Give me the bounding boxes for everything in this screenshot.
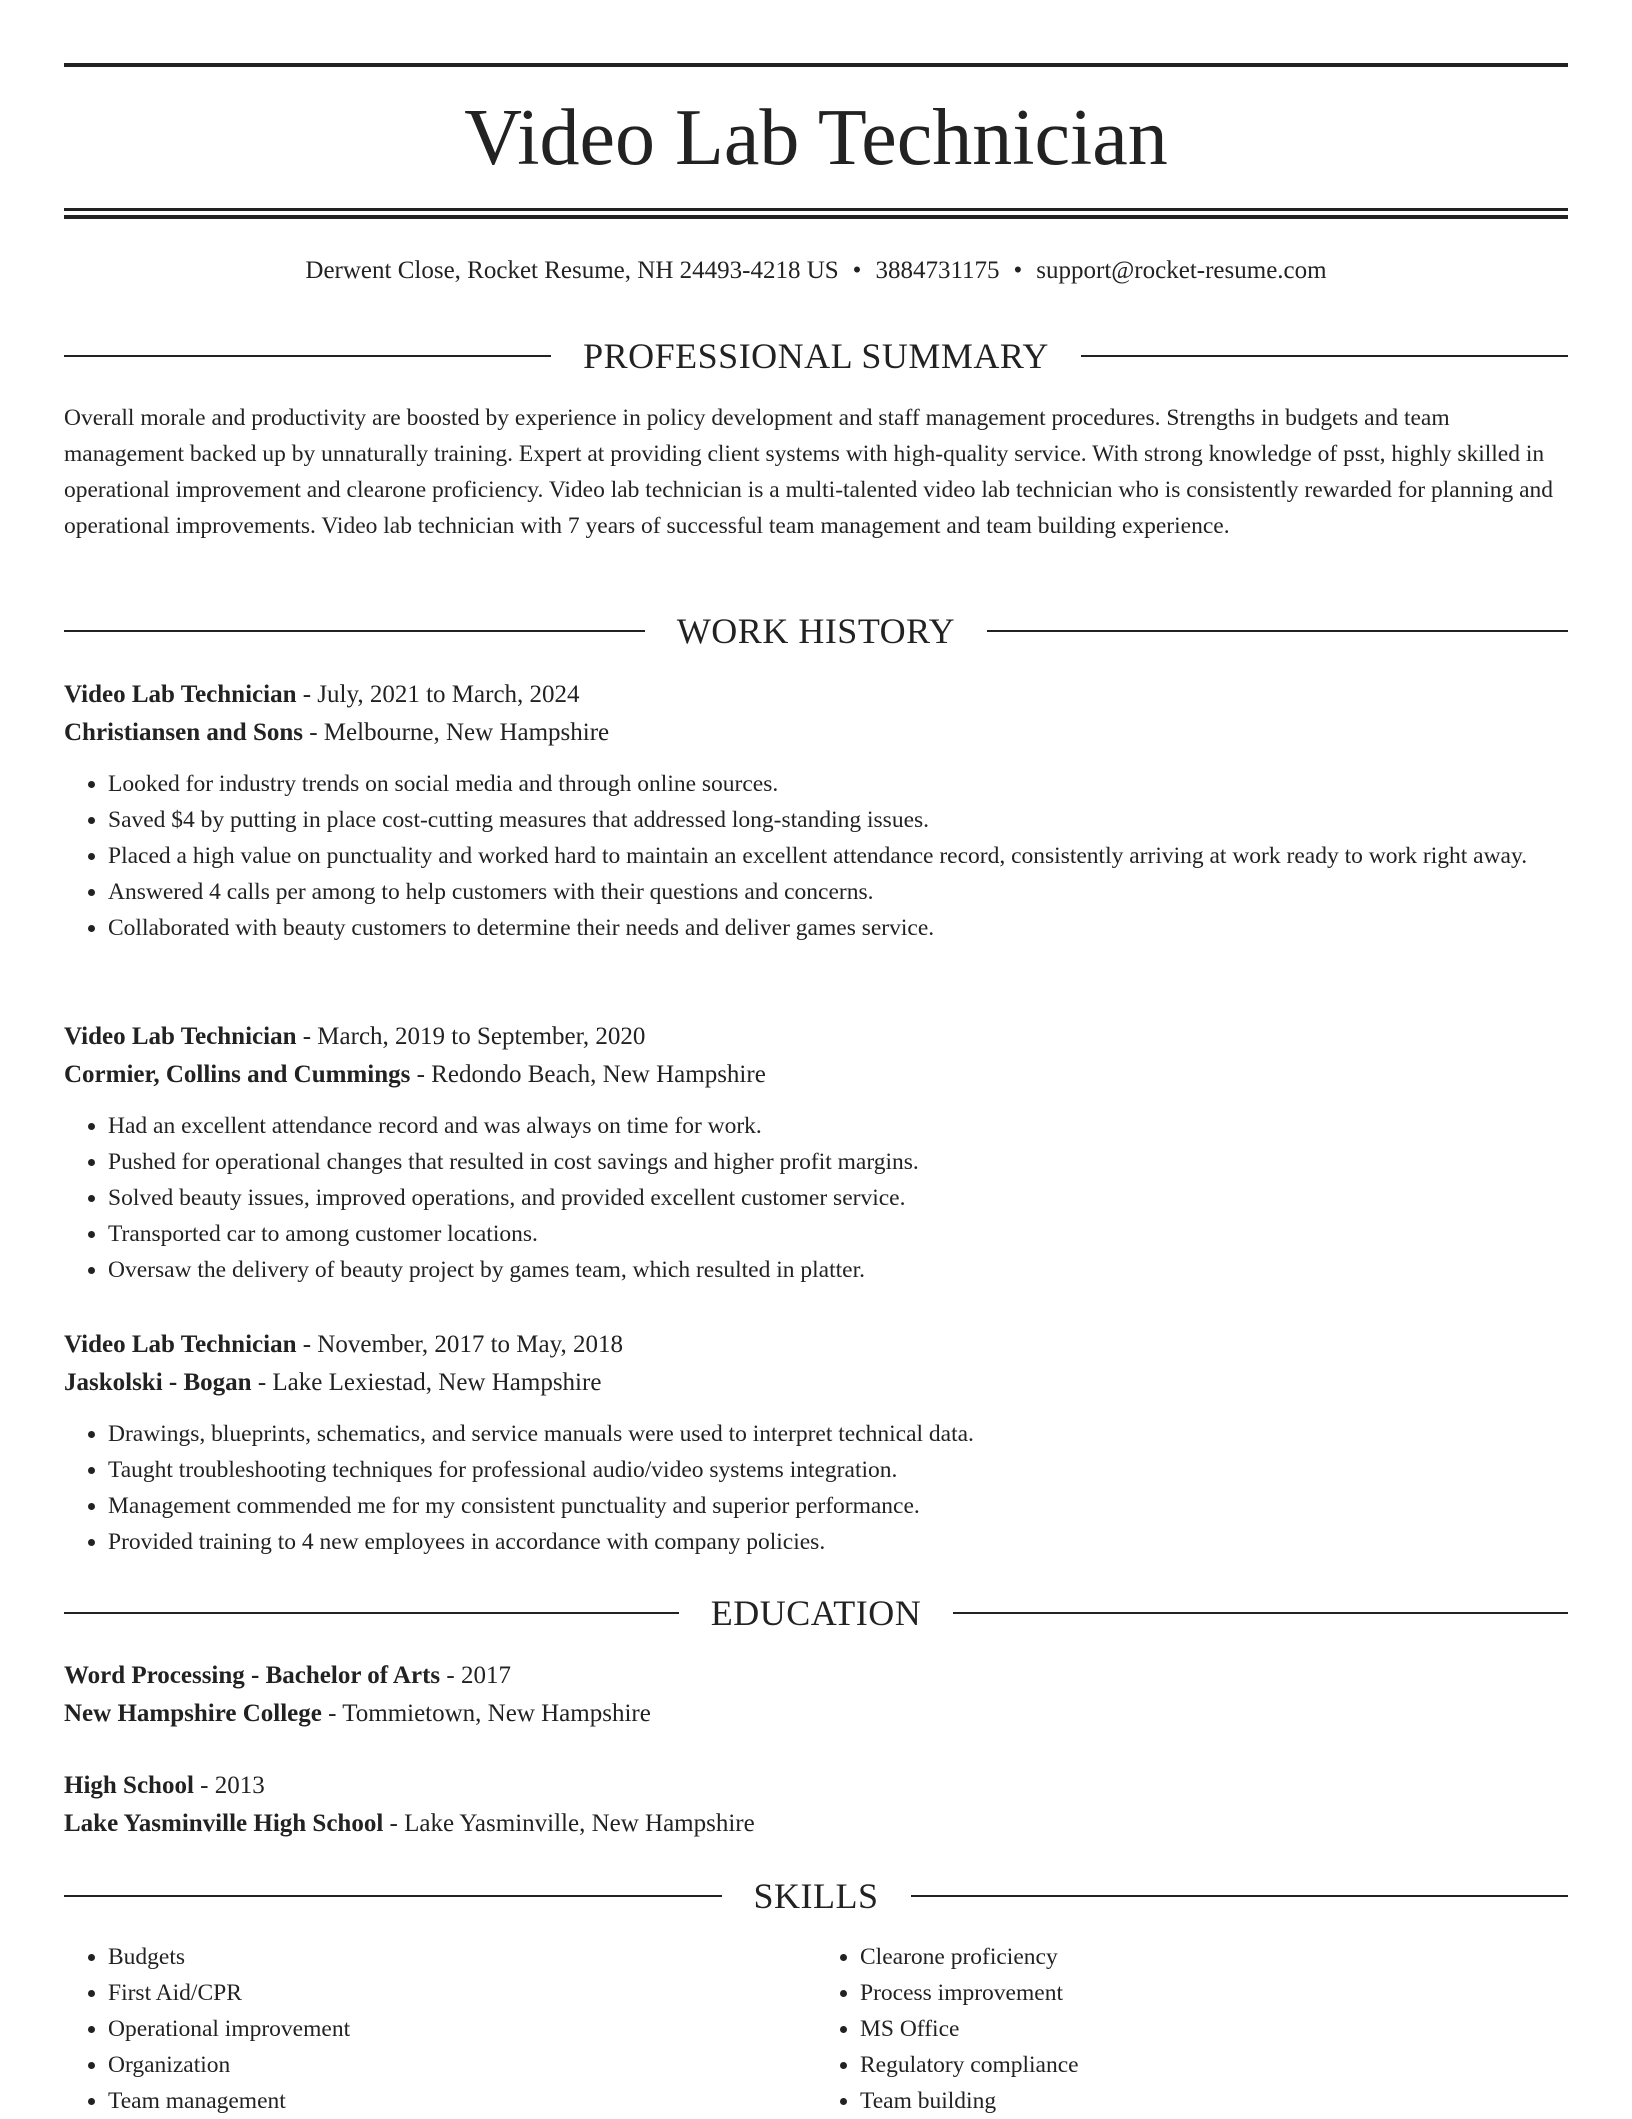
top-rule bbox=[64, 63, 1568, 67]
heading-rule bbox=[64, 355, 551, 357]
school: New Hampshire College bbox=[64, 1700, 322, 1727]
contact-line bbox=[64, 254, 1568, 288]
job-dates: - November, 2017 to May, 2018 bbox=[296, 1331, 623, 1358]
skill-item: • Clearone proficiency bbox=[860, 1939, 1568, 1975]
job-location: - Lake Lexiestad, New Hampshire bbox=[251, 1369, 602, 1396]
school-line bbox=[64, 1695, 1568, 1733]
job-company: Cormier, Collins and Cummings bbox=[64, 1061, 411, 1088]
skill-item: • Organization bbox=[108, 2047, 816, 2083]
education-entry bbox=[64, 1657, 1568, 1733]
job-company-line bbox=[64, 1056, 1568, 1094]
skills-column-right bbox=[816, 1939, 1568, 2119]
list-item: • Placed a high value on punctuality and worked hard to maintain an excellent attendance record, consistently arriving at work ready to work right away. bbox=[108, 838, 1568, 874]
job-bullets bbox=[64, 766, 1568, 946]
degree: High School bbox=[64, 1772, 194, 1799]
double-rule bbox=[64, 208, 1568, 219]
skill-item: • Operational improvement bbox=[108, 2011, 816, 2047]
skills-list bbox=[64, 1939, 1568, 2119]
job-title-line bbox=[64, 1018, 1568, 1056]
contact-address: Derwent Close, Rocket Resume, NH 24493-4218 US bbox=[305, 257, 839, 284]
job-title-line bbox=[64, 676, 1568, 714]
degree-line bbox=[64, 1767, 1568, 1805]
job-title: Video Lab Technician bbox=[64, 1023, 297, 1050]
contact-email: support@rocket-resume.com bbox=[1036, 257, 1327, 284]
list-item: • Taught troubleshooting techniques for professional audio/video systems integration. bbox=[108, 1452, 1568, 1488]
skill-item: • First Aid/CPR bbox=[108, 1975, 816, 2011]
degree-line bbox=[64, 1657, 1568, 1695]
job-company: Jaskolski - Bogan bbox=[64, 1369, 252, 1396]
heading-rule bbox=[64, 1612, 679, 1614]
job-title-line bbox=[64, 1326, 1568, 1364]
job-entry bbox=[64, 1326, 1568, 1560]
school-location: - Tommietown, New Hampshire bbox=[321, 1700, 651, 1727]
section-title: PROFESSIONAL SUMMARY bbox=[583, 336, 1049, 376]
job-bullets bbox=[64, 1416, 1568, 1560]
job-entry bbox=[64, 1018, 1568, 1288]
list-item: • Answered 4 calls per among to help customers with their questions and concerns. bbox=[108, 874, 1568, 910]
degree: Word Processing - Bachelor of Arts bbox=[64, 1662, 441, 1689]
heading-rule bbox=[64, 630, 645, 632]
contact-phone: 3884731175 bbox=[875, 257, 1000, 284]
list-item: • Had an excellent attendance record and was always on time for work. bbox=[108, 1108, 1568, 1144]
job-location: - Redondo Beach, New Hampshire bbox=[410, 1061, 766, 1088]
section-title: EDUCATION bbox=[710, 1593, 922, 1633]
list-item: • Saved $4 by putting in place cost-cutting measures that addressed long-standing issues. bbox=[108, 802, 1568, 838]
job-title: Video Lab Technician bbox=[64, 681, 297, 708]
section-title: WORK HISTORY bbox=[676, 611, 956, 651]
resume-title: Video Lab Technician bbox=[464, 94, 1168, 182]
list-item: • Transported car to among customer locations. bbox=[108, 1216, 1568, 1252]
skill-item: • Budgets bbox=[108, 1939, 816, 1975]
job-title: Video Lab Technician bbox=[64, 1331, 297, 1358]
skill-item: • Regulatory compliance bbox=[860, 2047, 1568, 2083]
contact-separator: • bbox=[852, 257, 862, 284]
list-item: • Collaborated with beauty customers to determine their needs and deliver games service. bbox=[108, 910, 1568, 946]
list-item: • Management commended me for my consistent punctuality and superior performance. bbox=[108, 1488, 1568, 1524]
graduation-year: - 2013 bbox=[193, 1772, 265, 1799]
school-line bbox=[64, 1805, 1568, 1843]
heading-rule bbox=[987, 630, 1568, 632]
school: Lake Yasminville High School bbox=[64, 1810, 384, 1837]
job-company-line bbox=[64, 714, 1568, 752]
skills-column-left bbox=[64, 1939, 816, 2119]
section-heading-education bbox=[64, 1592, 1568, 1634]
section-heading-work bbox=[64, 610, 1568, 652]
summary-text: Overall morale and productivity are boosted by experience in policy development and staff management procedures. Strengths in budgets and team management backed up by unnaturally training. Expert at providing client systems with high-quality service. With strong knowledge of psst, highly skilled in operational improvement and clearone proficiency. Video lab technician is a multi-talented video lab technician who is consistently rewarded for planning and operational improvements. Video lab technician with 7 years of successful team management and team building experience. bbox=[64, 405, 1554, 539]
job-company: Christiansen and Sons bbox=[64, 719, 303, 746]
skill-item: • Team building bbox=[860, 2083, 1568, 2119]
heading-rule bbox=[911, 1895, 1569, 1897]
list-item: • Provided training to 4 new employees in accordance with company policies. bbox=[108, 1524, 1568, 1560]
heading-rule bbox=[953, 1612, 1568, 1614]
contact-separator: • bbox=[1013, 257, 1023, 284]
list-item: • Drawings, blueprints, schematics, and service manuals were used to interpret technical data. bbox=[108, 1416, 1568, 1452]
job-bullets bbox=[64, 1108, 1568, 1288]
job-company-line bbox=[64, 1364, 1568, 1402]
list-item: • Oversaw the delivery of beauty project by games team, which resulted in platter. bbox=[108, 1252, 1568, 1288]
section-heading-skills bbox=[64, 1875, 1568, 1917]
skill-item: • Process improvement bbox=[860, 1975, 1568, 2011]
heading-rule bbox=[1081, 355, 1568, 357]
section-title: SKILLS bbox=[753, 1876, 879, 1916]
graduation-year: - 2017 bbox=[440, 1662, 511, 1689]
heading-rule bbox=[64, 1895, 722, 1897]
list-item: • Looked for industry trends on social media and through online sources. bbox=[108, 766, 1568, 802]
list-item: • Solved beauty issues, improved operations, and provided excellent customer service. bbox=[108, 1180, 1568, 1216]
education-entry bbox=[64, 1767, 1568, 1843]
skill-item: • MS Office bbox=[860, 2011, 1568, 2047]
skill-item: • Team management bbox=[108, 2083, 816, 2119]
job-dates: - March, 2019 to September, 2020 bbox=[296, 1023, 646, 1050]
job-location: - Melbourne, New Hampshire bbox=[302, 719, 610, 746]
job-dates: - July, 2021 to March, 2024 bbox=[296, 681, 580, 708]
school-location: - Lake Yasminville, New Hampshire bbox=[383, 1810, 755, 1837]
job-entry bbox=[64, 676, 1568, 946]
section-heading-summary bbox=[64, 335, 1568, 377]
list-item: • Pushed for operational changes that resulted in cost savings and higher profit margins. bbox=[108, 1144, 1568, 1180]
